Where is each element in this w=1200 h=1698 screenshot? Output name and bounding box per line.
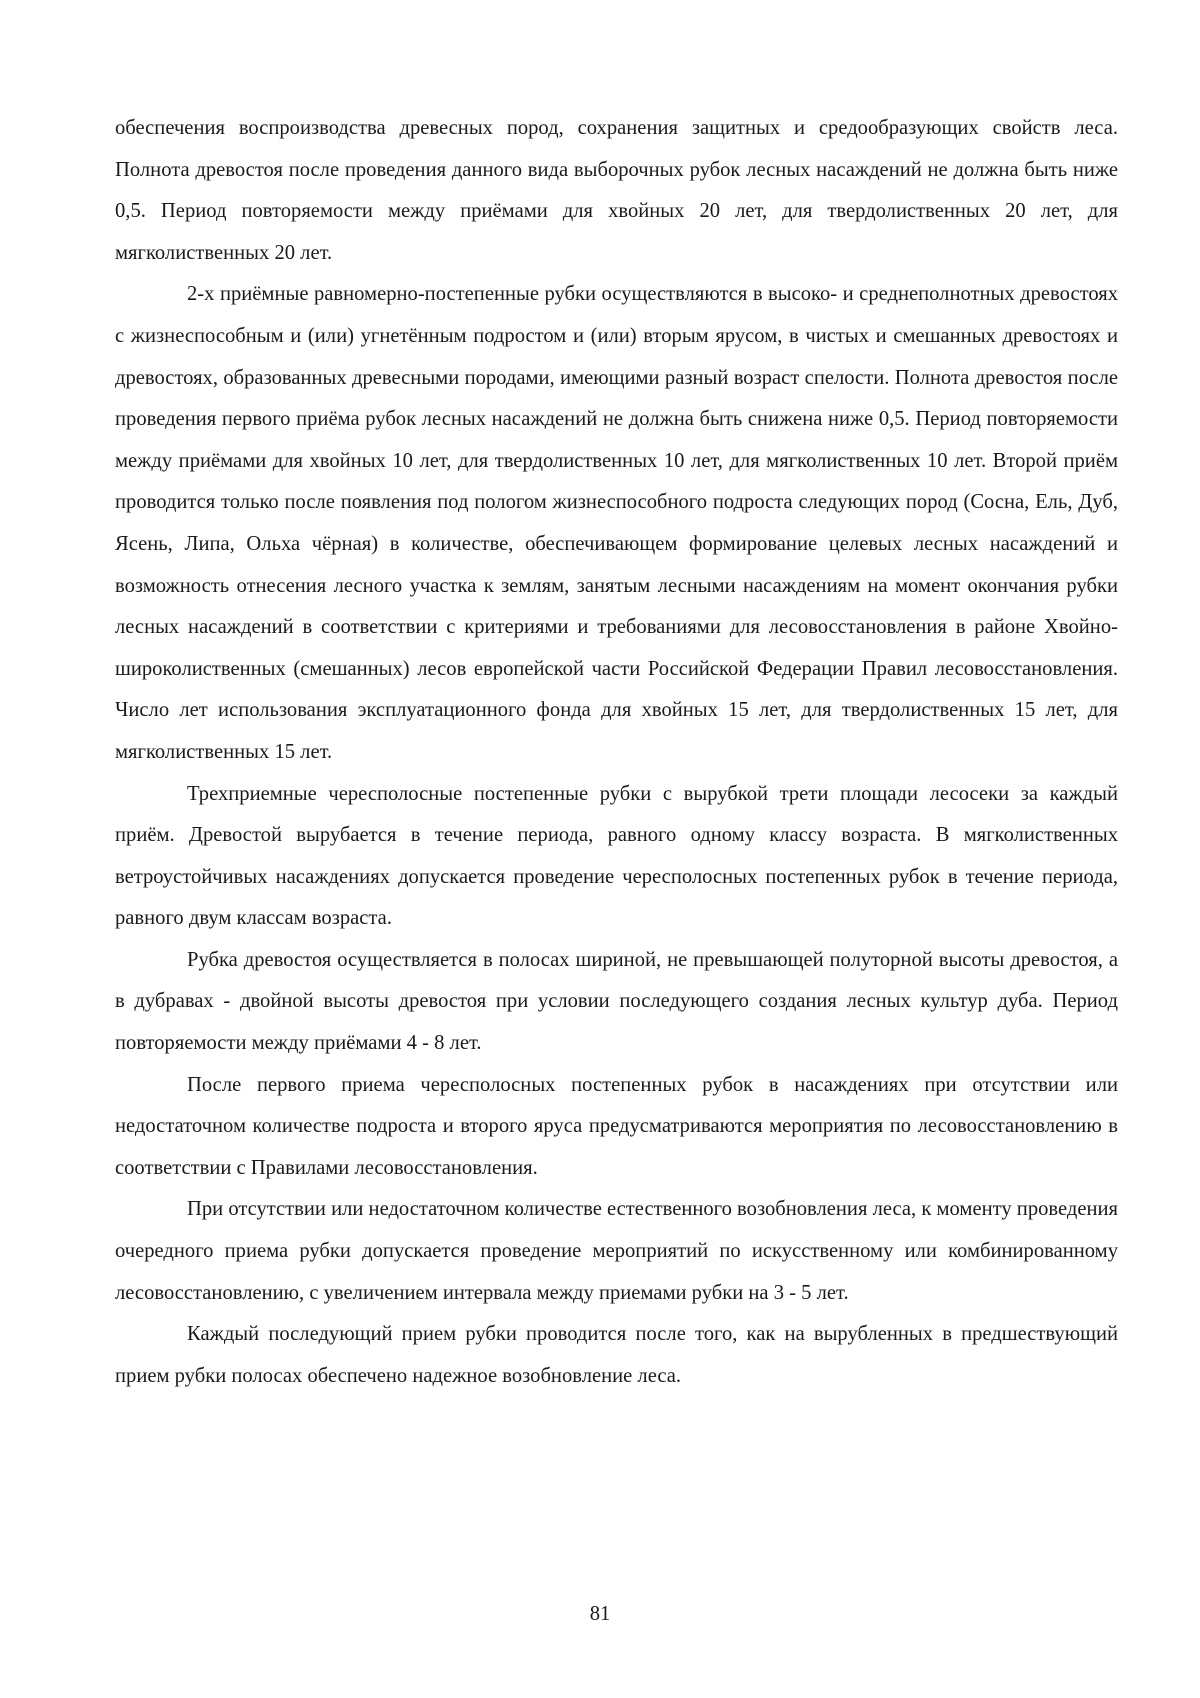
paragraph-continuation: обеспечения воспроизводства древесных пород, сохранения защитных и средообразующих свойств леса. Полнота древостоя после проведения данного вида выборочных рубок лесных насаждений не должна быть ниже 0,5. Период повторяемости между приёмами для хвойных 20 лет, для твердолиственных 20 лет, для мягколиственных 20 лет. [115,117,1118,264]
paragraph-after-first-stage: После первого приема чересполосных постепенных рубок в насаждениях при отсутствии или недостаточном количестве подроста и второго яруса предусматриваются мероприятия по лесовосстановлению в соответствии с Правилами лесовосстановления. [115,1073,1118,1179]
document-body [115,108,1118,1397]
paragraph-subsequent-stage: Каждый последующий прием рубки проводится после того, как на вырубленных в предшествующий прием рубки полосах обеспечено надежное возобновление леса. [115,1323,1118,1387]
paragraph-two-stage-cuttings: 2-х приёмные равномерно-постепенные рубки осуществляются в высоко- и среднеполнотных древостоях с жизнеспособным и (или) угнетённым подростом и (или) вторым ярусом, в чистых и смешанных древостоях и древостоях, образованных древесными породами, имеющими разный возраст спелости. Полнота древостоя после проведения первого приёма рубок лесных насаждений не должна быть снижена ниже 0,5. Период повторяемости между приёмами для хвойных 10 лет, для твердолиственных 10 лет, для мягколиственных 10 лет. Второй приём проводится только после появления под пологом жизнеспособного подроста следующих пород (Сосна, Ель, Дуб, Ясень, Липа, Ольха чёрная) в количестве, обеспечивающем формирование целевых лесных насаждений и возможность отнесения лесного участка к землям, занятым лесными насаждениям на момент окончания рубки лесных насаждений в соответствии с критериями и требованиями для лесовосстановления в районе Хвойно-широколиственных (смешанных) лесов европейской части Российской Федерации Правил лесовосстановления. Число лет использования эксплуатационного фонда для хвойных 15 лет, для твердолиственных 15 лет, для мягколиственных 15 лет. [115,283,1118,763]
paragraph-strip-width: Рубка древостоя осуществляется в полосах шириной, не превышающей полуторной высоты древостоя, а в дубравах - двойной высоты древостоя при условии последующего создания лесных культур дуба. Период повторяемости между приёмами 4 - 8 лет. [115,948,1118,1055]
paragraph-insufficient-regeneration: При отсутствии или недостаточном количестве естественного возобновления леса, к моменту проведения очередного приема рубки допускается проведение мероприятий по искусственному или комбинированному лесовосстановлению, с увеличением интервала между приемами рубки на 3 - 5 лет. [115,1198,1119,1304]
paragraph-three-stage-strip-cuttings: Трехприемные чересполосные постепенные рубки с вырубкой трети площади лесосеки за каждый приём. Древостой вырубается в течение периода, равного одному классу возраста. В мягколиственных ветроустойчивых насаждениях допускается проведение чересполосных постепенных рубок в течение периода, равного двум классам возраста. [115,782,1118,930]
page-number: 81 [589,1603,611,1625]
